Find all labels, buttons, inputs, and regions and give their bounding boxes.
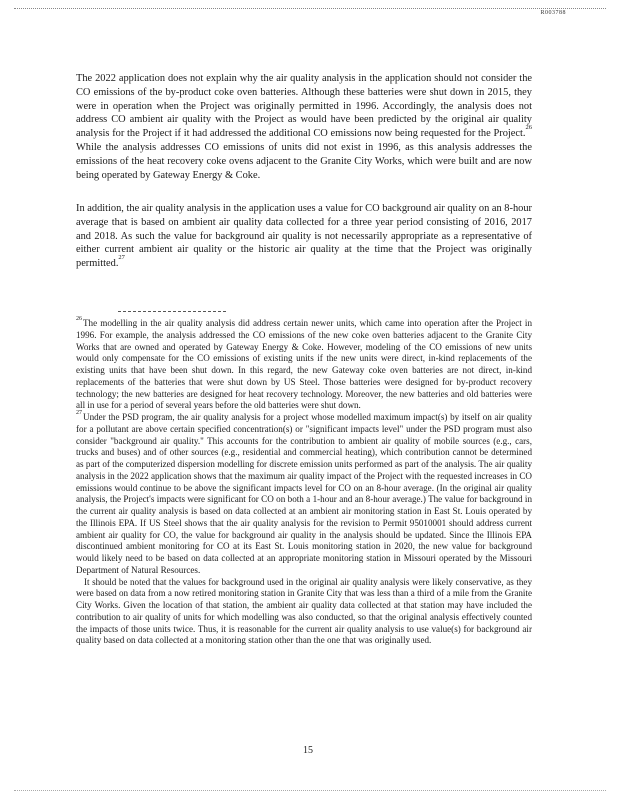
body-paragraph-2 bbox=[76, 202, 532, 271]
body-paragraph-1 bbox=[76, 72, 532, 182]
scan-bottom-edge bbox=[14, 790, 606, 791]
body-paragraph-1-text: The 2022 application does not explain why the air quality analysis in the application should not consider the CO emissions of the by-product coke oven batteries. Although these batteries were shut down in 2015, they were in operation when the Project was originally permitted in 1996. Accordingly, the analysis does not address CO ambient air quality with the Project as would have been predicted by the original air quality analysis for the Project if it had addressed the additional CO emissions now being requested for the Project. bbox=[76, 73, 532, 140]
footnote-27-text: Under the PSD program, the air quality analysis for a project whose modelled maximum impact(s) by itself on air quality for a pollutant are above certain specified concentration(s) or "significant impacts level" under the PSD program must also consider "background air quality." This accounts for the contribution to ambient air quality of mobile sources (e.g., cars, trucks and buses) and of other sources (e.g., residential and commercial heating), which contribution cannot be determined as part of the computerized dispersion modelling for discrete emission units performed as part of the analysis. The air quality analysis in the 2022 application shows that the maximum air quality impact of the Project with the requested increases in CO emissions would continue to be above the significant impacts level for CO on an 8-hour average. (In the original air quality analysis, the Project's impacts were significant for CO on both a 1-hour and an 8-hour average.) The value for background in the current air quality analysis is based on data collected at an ambient air monitoring station in East St. Louis operated by the Illinois EPA. If US Steel shows that the air quality analysis for the revision to Permit 95010001 should address current ambient air quality for CO, the value for background air quality in the analysis should be updated. Since the Illinois EPA discontinued ambient monitoring for CO at its East St. Louis monitoring station in 2020, the new value for background would likely need to be based on data collected at an appropriate monitoring station in Missouri operated by the Missouri Department of Natural Resources. bbox=[76, 412, 532, 575]
body-paragraph-1-text-continued: While the analysis addresses CO emissions of units did not exist in 1996, as this analysis addresses the emissions of the heat recovery coke ovens adjacent to the Granite City Works, which were built and are now being operated by Gateway Energy & Coke. bbox=[76, 141, 532, 181]
footnote-26 bbox=[76, 318, 532, 412]
footnote-reference-26: 26 bbox=[525, 124, 532, 132]
footnote-separator bbox=[118, 311, 226, 312]
page-number: 15 bbox=[303, 745, 313, 756]
bates-number: R003788 bbox=[540, 10, 566, 16]
footnote-27-continuation: It should be noted that the values for background used in the original air quality analysis were likely conservative, as they were based on data from a now retired monitoring station in Granite City that was less than a third of a mile from the Granite City Works. Given the location of that station, the ambient air quality data collected at that station may have included the contribution to air quality of units for which modelling was also conducted, so that the original analysis effectively counted the impacts of those units twice. Thus, it is reasonable for the current air quality analysis to use value(s) for background air quality based on data collected at a monitoring station other than the one that was originally used. bbox=[76, 576, 532, 646]
footnote-27 bbox=[76, 412, 532, 577]
footnote-26-marker: 26 bbox=[76, 316, 82, 322]
footnote-26-text: The modelling in the air quality analysis did address certain newer units, which came into operation after the Project in 1996. For example, the analysis addressed the CO emissions of the new coke oven batteries adjacent to the Granite City Works that are owned and operated by Gateway Energy & Coke. However, modeling of the CO emissions of new units would only compensate for the CO emissions of existing units if the new units were direct, in-kind replacements of the existing units that have been shut down. In this regard, the new Gateway coke oven batteries are not direct, in-kind replacements of the batteries that were shut down by US Steel. Those batteries were designed for by-product recovery technology; the new batteries are designed for heat recovery technology. Moreover, the new batteries and old batteries were all in use for a period of several years before the old batteries were shut down. bbox=[76, 318, 532, 411]
scan-top-edge bbox=[14, 8, 606, 9]
footnotes bbox=[76, 318, 532, 647]
body-paragraph-2-text: In addition, the air quality analysis in the application uses a value for CO background air quality on an 8-hour average that is based on ambient air quality data collected for a three year period consisting of 2016, 2017 and 2018. As such the value for background air quality is not necessarily appropriate as a representative of either current ambient air quality or the historic air quality at the time that the Project was originally permitted. bbox=[76, 203, 532, 270]
footnote-27-marker: 27 bbox=[76, 410, 82, 416]
footnote-reference-27: 27 bbox=[118, 254, 125, 262]
